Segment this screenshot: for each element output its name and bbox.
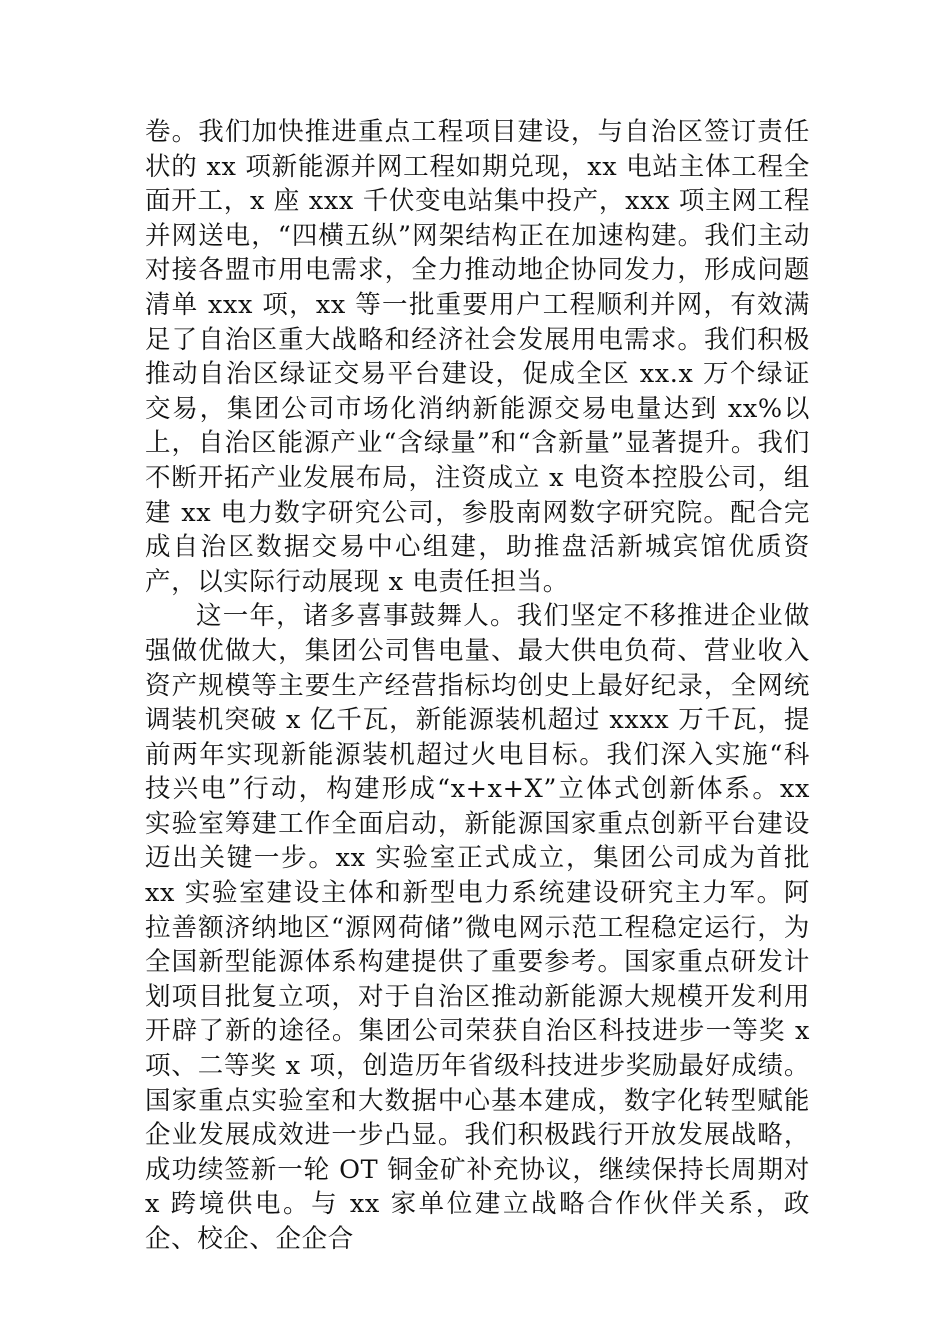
paragraph-continuation: 卷。我们加快推进重点工程项目建设，与自治区签订责任状的 xx 项新能源并网工程如期兑现，xx 电站主体工程全面开工，x 座 xxx 千伏变电站集中投产，xxx 项主网工程并网送电，“四横五纵”网架结构正在加速构建。我们主动对接各盟市用电需求，全力推动地企协同发力，形成问题清单 xxx 项，xx 等一批重要用户工程顺利并网，有效满足了自治区重大战略和经济社会发展用电需求。我们积极推动自治区绿证交易平台建设，促成全区 xx.x 万个绿证交易，集团公司市场化消纳新能源交易电量达到 xx%以上，自治区能源产业“含绿量”和“含新量”显著提升。我们不断开拓产业发展布局，注资成立 x 电资本控股公司，组建 xx 电力数字研究公司，参股南网数字研究院。配合完成自治区数据交易中心组建，助推盘活新城宾馆优质资产，以实际行动展现 x 电责任担当。 [145, 117, 810, 597]
document-body [145, 115, 810, 1257]
paragraph-achievements: 这一年，诸多喜事鼓舞人。我们坚定不移推进企业做强做优做大，集团公司售电量、最大供电负荷、营业收入资产规模等主要生产经营指标均创史上最好纪录，全网统调装机突破 x 亿千瓦，新能源装机超过 xxxx 万千瓦，提前两年实现新能源装机超过火电目标。我们深入实施“科技兴电”行动，构建形成“x+x+X”立体式创新体系。xx 实验室筹建工作全面启动，新能源国家重点创新平台建设迈出关键一步。xx 实验室正式成立，集团公司成为首批 xx 实验室建设主体和新型电力系统建设研究主力军。阿拉善额济纳地区“源网荷储”微电网示范工程稳定运行，为全国新型能源体系构建提供了重要参考。国家重点研发计划项目批复立项，对于自治区推动新能源大规模开发利用开辟了新的途径。集团公司荣获自治区科技进步一等奖 x 项、二等奖 x 项，创造历年省级科技进步奖励最好成绩。国家重点实验室和大数据中心基本建成，数字化转型赋能企业发展成效进一步凸显。我们积极践行开放发展战略，成功续签新一轮 OT 铜金矿补充协议，继续保持长周期对 x 跨境供电。与 xx 家单位建立战略合作伙伴关系，政企、校企、企企合 [145, 601, 810, 1254]
